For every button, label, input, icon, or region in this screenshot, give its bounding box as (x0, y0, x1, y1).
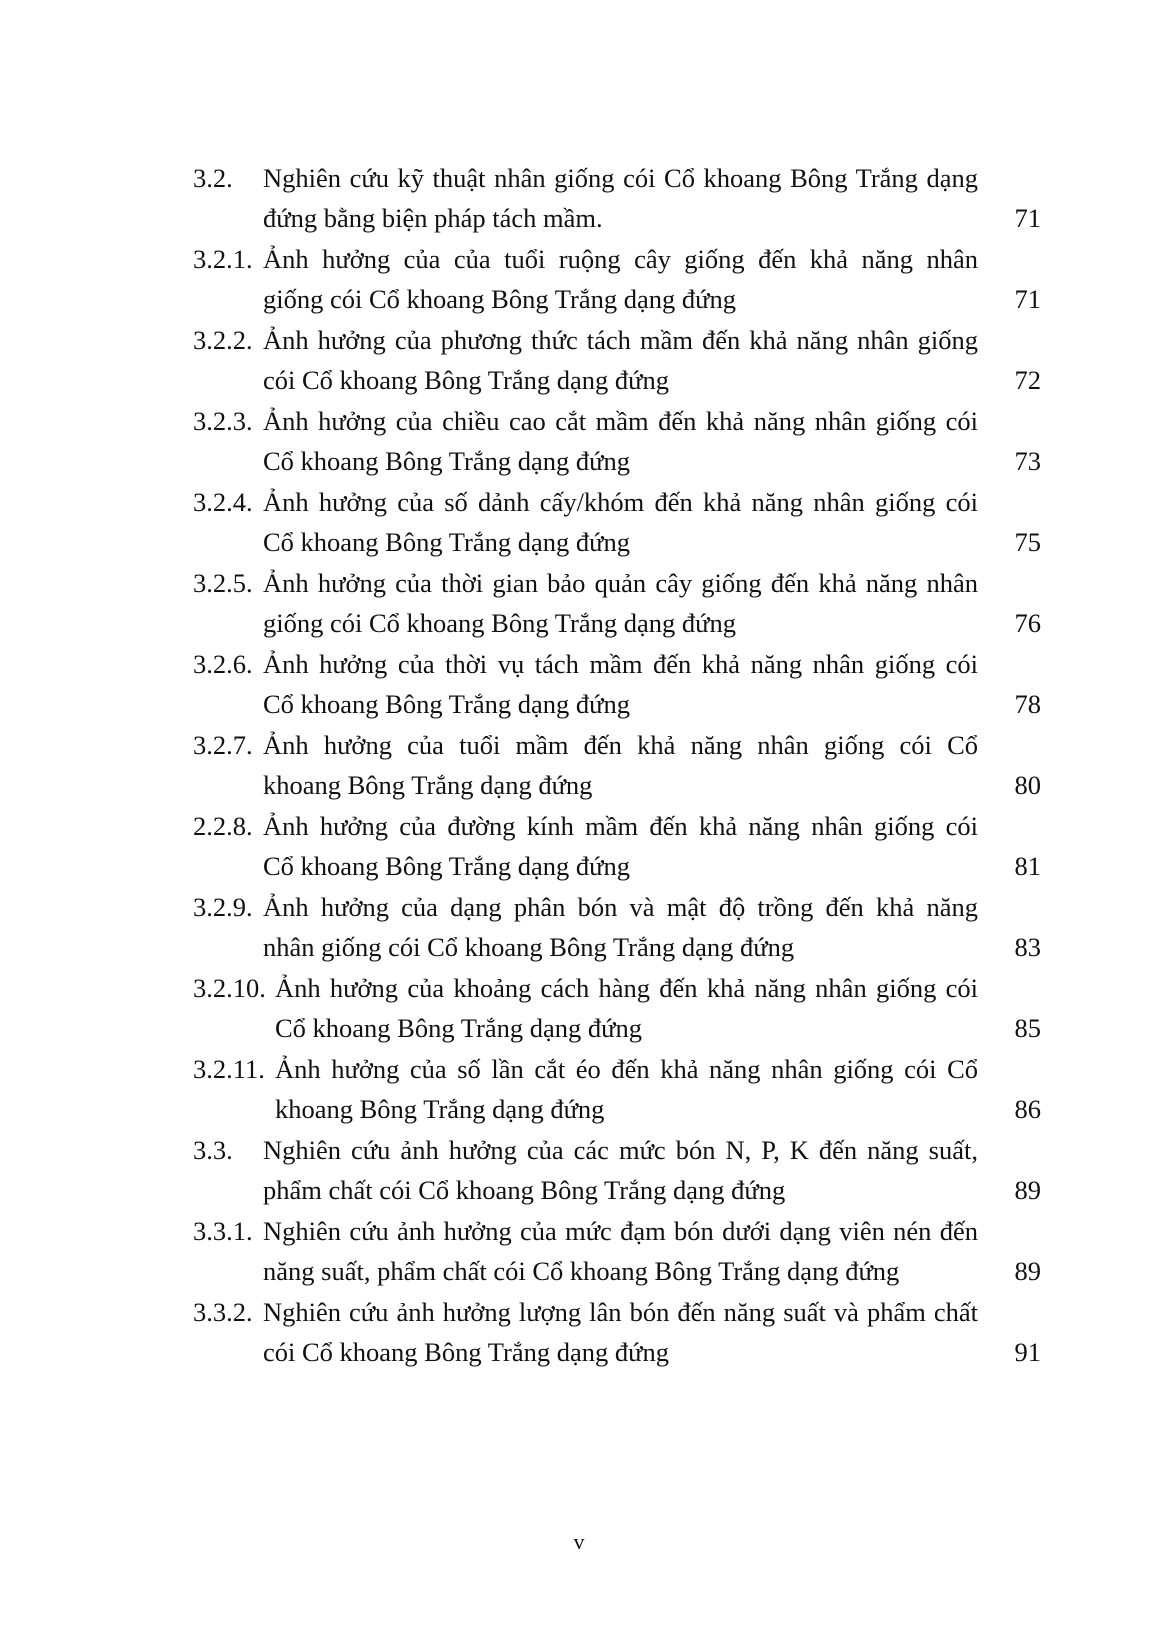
section-number: 3.2.1. (193, 244, 253, 274)
section-number: 2.2.8. (193, 811, 253, 841)
section-title-line-1: Nghiên cứu ảnh hưởng của mức đạm bón dưới dạng viên nén đến (263, 1216, 978, 1246)
section-title-line-2: khoang Bông Trắng dạng đứng (275, 1094, 605, 1124)
section-title-line-2: đứng bằng biện pháp tách mầm. (263, 203, 603, 233)
section-number: 3.2.4. (193, 487, 253, 517)
section-number: 3.2.6. (193, 649, 253, 679)
section-number: 3.2.9. (193, 892, 253, 922)
section-title-line-2: năng suất, phẩm chất cói Cổ khoang Bông Trắng dạng đứng (263, 1256, 900, 1286)
section-title-line-1: Nghiên cứu ảnh hưởng lượng lân bón đến năng suất và phẩm chất (263, 1297, 978, 1327)
section-title-line-1: Nghiên cứu ảnh hưởng của các mức bón N, P, K đến năng suất, (263, 1135, 978, 1165)
toc-entry (0, 725, 1158, 806)
page-number: 73 (1014, 446, 1041, 476)
toc-entry (0, 1130, 1158, 1211)
section-title-line-1: Ảnh hưởng của thời vụ tách mầm đến khả năng nhân giống cói (263, 649, 978, 679)
page-number: 75 (1014, 527, 1041, 557)
section-number: 3.3. (193, 1135, 233, 1165)
section-title-line-2: Cổ khoang Bông Trắng dạng đứng (263, 689, 630, 719)
section-number: 3.2. (193, 163, 233, 193)
section-title-line-1: Ảnh hưởng của dạng phân bón và mật độ trồng đến khả năng (263, 892, 978, 922)
page-number: 85 (1014, 1013, 1041, 1043)
section-title-line-1: Ảnh hưởng của đường kính mầm đến khả năng nhân giống cói (263, 811, 978, 841)
toc-entry (0, 320, 1158, 401)
page-number: 81 (1014, 851, 1041, 881)
section-title-line-2: Cổ khoang Bông Trắng dạng đứng (275, 1013, 642, 1043)
section-title-line-1: Ảnh hưởng của số dảnh cấy/khóm đến khả năng nhân giống cói (263, 487, 978, 517)
page-number: 72 (1014, 365, 1041, 395)
section-title-line-2: cói Cổ khoang Bông Trắng dạng đứng (263, 1337, 669, 1367)
page-number: 71 (1014, 284, 1041, 314)
toc-entry (0, 482, 1158, 563)
section-number: 3.3.1. (193, 1216, 253, 1246)
page-number: 78 (1014, 689, 1041, 719)
page-footer-number: v (573, 1529, 585, 1554)
section-title-line-1: Ảnh hưởng của của tuổi ruộng cây giống đến khả năng nhân (263, 244, 978, 274)
page-number: 91 (1014, 1337, 1041, 1367)
page-number: 71 (1014, 203, 1041, 233)
section-title-line-2: Cổ khoang Bông Trắng dạng đứng (263, 851, 630, 881)
section-number: 3.2.2. (193, 325, 253, 355)
section-title-line-2: nhân giống cói Cổ khoang Bông Trắng dạng đứng (263, 932, 795, 962)
section-title-line-1: Ảnh hưởng của số lần cắt éo đến khả năng nhân giống cói Cổ (275, 1054, 978, 1084)
page-number: 80 (1014, 770, 1041, 800)
toc-entry (0, 968, 1158, 1049)
section-title-line-1: Nghiên cứu kỹ thuật nhân giống cói Cổ khoang Bông Trắng dạng (263, 163, 978, 193)
section-number: 3.2.11. (193, 1054, 265, 1084)
section-title-line-1: Ảnh hưởng của phương thức tách mầm đến khả năng nhân giống (263, 325, 978, 355)
section-title-line-2: giống cói Cổ khoang Bông Trắng dạng đứng (263, 284, 736, 314)
section-title-line-2: Cổ khoang Bông Trắng dạng đứng (263, 446, 630, 476)
section-title-line-2: khoang Bông Trắng dạng đứng (263, 770, 593, 800)
toc-entry (0, 1292, 1158, 1373)
toc-entry (0, 1211, 1158, 1292)
section-title-line-2: phẩm chất cói Cổ khoang Bông Trắng dạng đứng (263, 1175, 786, 1205)
section-number: 3.2.7. (193, 730, 253, 760)
toc-entry (0, 806, 1158, 887)
section-title-line-2: giống cói Cổ khoang Bông Trắng dạng đứng (263, 608, 736, 638)
section-title-line-1: Ảnh hưởng của thời gian bảo quản cây giống đến khả năng nhân (263, 568, 978, 598)
section-title-line-2: Cổ khoang Bông Trắng dạng đứng (263, 527, 630, 557)
page-number: 89 (1014, 1256, 1041, 1286)
toc-entry (0, 644, 1158, 725)
section-number: 3.2.5. (193, 568, 253, 598)
section-number: 3.2.3. (193, 406, 253, 436)
table-of-contents (0, 158, 1158, 1373)
section-title-line-1: Ảnh hưởng của tuổi mầm đến khả năng nhân giống cói Cổ (263, 730, 978, 760)
toc-entry (0, 1049, 1158, 1130)
toc-entry (0, 239, 1158, 320)
toc-entry (0, 401, 1158, 482)
section-title-line-2: cói Cổ khoang Bông Trắng dạng đứng (263, 365, 669, 395)
toc-entry (0, 158, 1158, 239)
toc-entry (0, 887, 1158, 968)
page-number: 86 (1014, 1094, 1041, 1124)
section-number: 3.2.10. (193, 973, 266, 1003)
toc-entry (0, 563, 1158, 644)
page-number: 76 (1014, 608, 1041, 638)
section-title-line-1: Ảnh hưởng của khoảng cách hàng đến khả năng nhân giống cói (275, 973, 978, 1003)
page-number: 89 (1014, 1175, 1041, 1205)
section-number: 3.3.2. (193, 1297, 253, 1327)
section-title-line-1: Ảnh hưởng của chiều cao cắt mầm đến khả năng nhân giống cói (263, 406, 978, 436)
page-number: 83 (1014, 932, 1041, 962)
